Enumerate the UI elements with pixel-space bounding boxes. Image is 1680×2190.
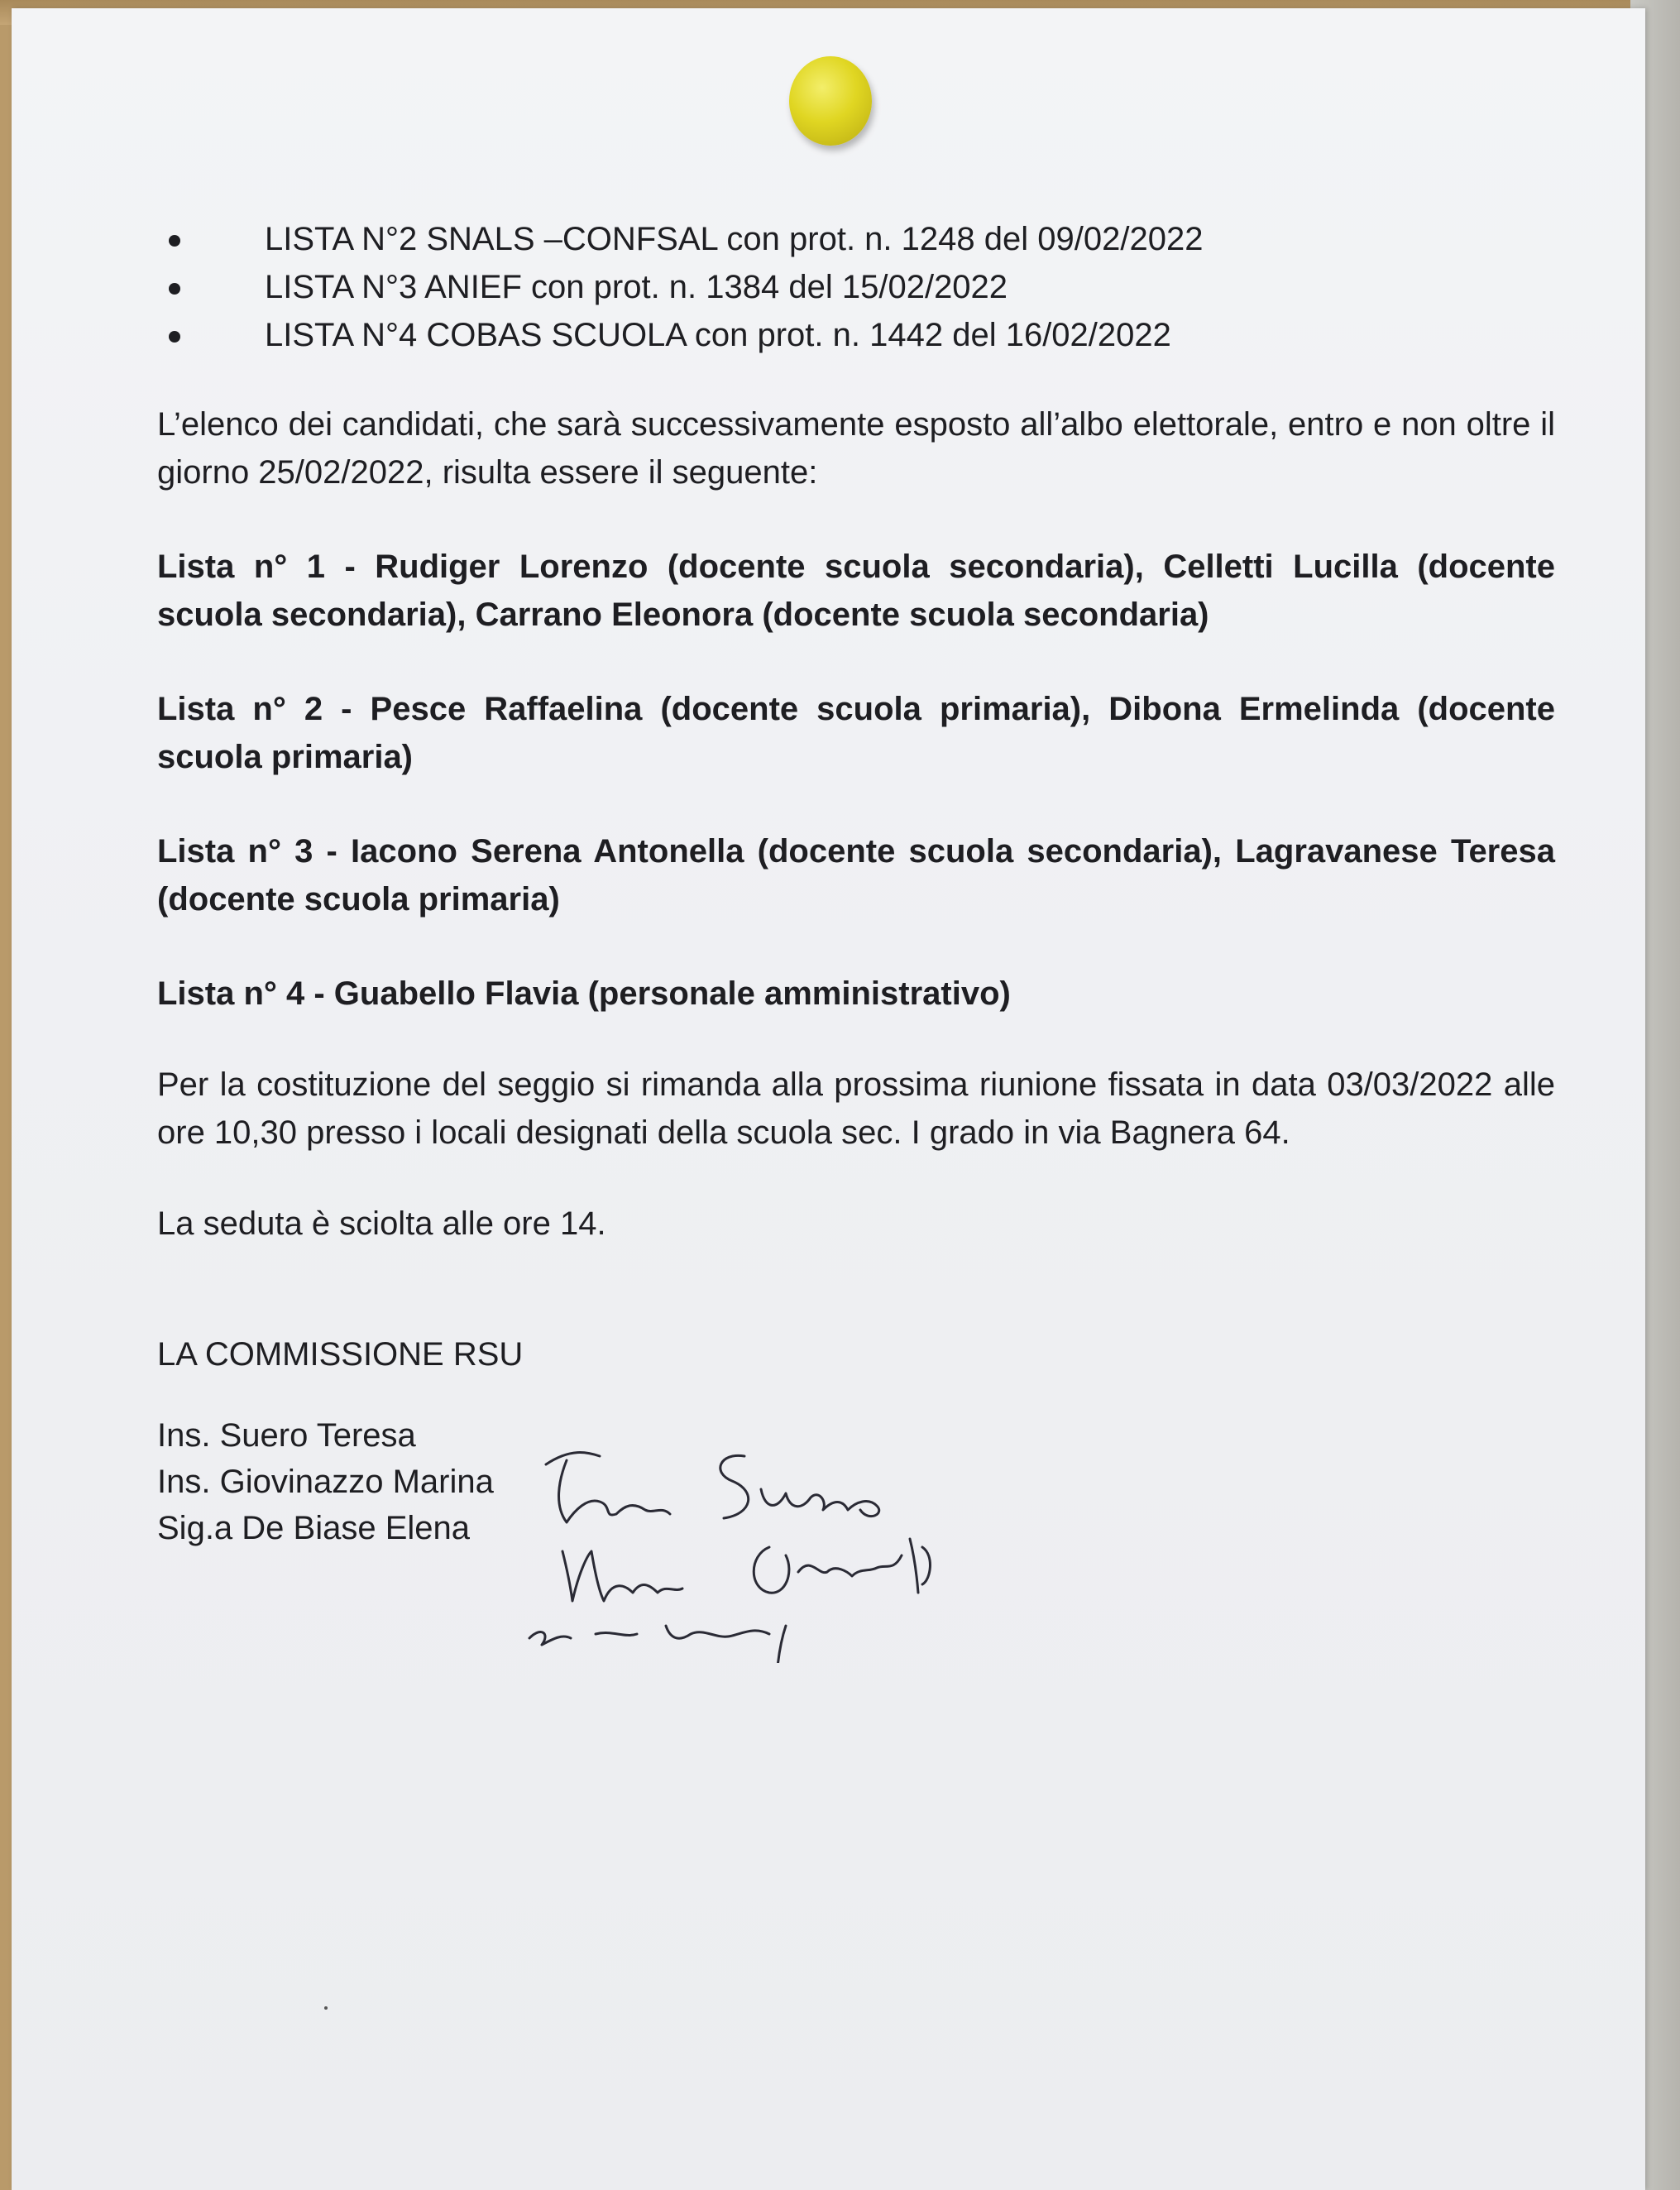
seduta-paragraph: La seduta è sciolta alle ore 14.: [157, 1205, 606, 1242]
candidate-list-2: Lista n° 2 - Pesce Raffaelina (docente scuola primaria), Dibona Ermelinda (docente scuola primaria): [157, 691, 1555, 775]
bullet-icon: [169, 331, 180, 343]
intro-paragraph: L’elenco dei candidati, che sarà successivamente esposto all’albo elettorale, entro e non oltre il giorno 25/02/2022, risulta essere il seguente:: [157, 406, 1555, 491]
handwritten-signatures: [521, 1431, 984, 1663]
member-name: Ins. Giovinazzo Marina: [157, 1464, 494, 1500]
candidate-list-3: Lista n° 3 - Iacono Serena Antonella (docente scuola secondaria), Lagravanese Teresa (docente scuola primaria): [157, 833, 1555, 918]
bullet-icon: [169, 235, 180, 247]
list-item-text: LISTA N°3 ANIEF con prot. n. 1384 del 15/02/2022: [265, 269, 1008, 305]
signature-icon: [521, 1431, 984, 1663]
list-item: [157, 311, 1555, 359]
seggio-paragraph: Per la costituzione del seggio si rimanda alla prossima riunione fissata in data 03/03/2022 alle ore 10,30 presso i locali designati della scuola sec. I grado in via Bagnera 64.: [157, 1066, 1555, 1151]
candidate-list-1: Lista n° 1 - Rudiger Lorenzo (docente scuola secondaria), Celletti Lucilla (docente scuola secondaria), Carrano Eleonora (docente scuola secondaria): [157, 549, 1555, 633]
member-name: Ins. Suero Teresa: [157, 1417, 416, 1454]
document-body: [157, 215, 1555, 1550]
list-item: [157, 215, 1555, 263]
push-pin-icon: [789, 56, 872, 146]
member-name: Sig.a De Biase Elena: [157, 1510, 471, 1546]
bullet-list: [157, 215, 1555, 359]
list-item-text: LISTA N°2 SNALS –CONFSAL con prot. n. 1248 del 09/02/2022: [265, 221, 1204, 257]
list-item: [157, 263, 1555, 311]
list-item-text: LISTA N°4 COBAS SCUOLA con prot. n. 1442 del 16/02/2022: [265, 317, 1171, 353]
bullet-icon: [169, 283, 180, 295]
paper-speck: [324, 2006, 328, 2010]
candidate-list-4: Lista n° 4 - Guabello Flavia (personale amministrativo): [157, 975, 1011, 1012]
commission-title: LA COMMISSIONE RSU: [157, 1336, 524, 1373]
